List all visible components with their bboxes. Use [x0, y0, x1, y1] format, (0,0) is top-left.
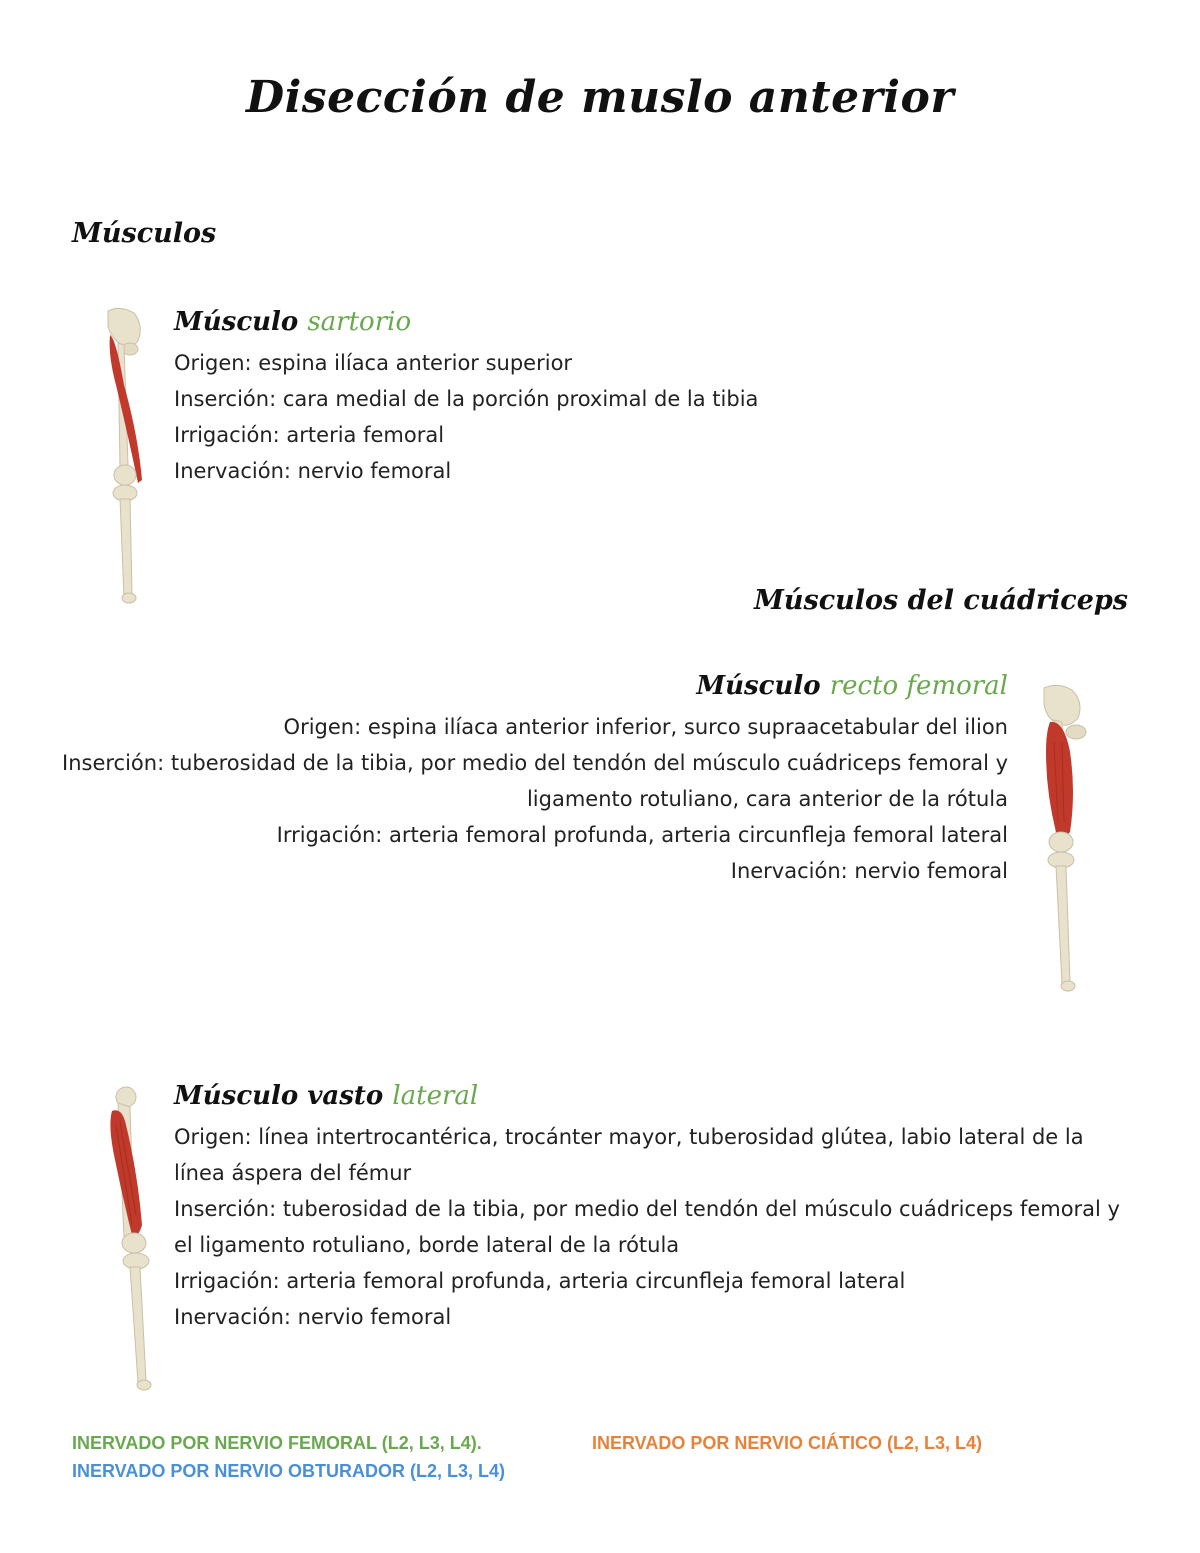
- legend-obturador: INERVADO POR NERVIO OBTURADOR (L2, L3, L4): [72, 1461, 506, 1481]
- muscle-card-recto-femoral: [48, 670, 1008, 889]
- page-title: Disección de muslo anterior: [245, 72, 955, 123]
- origin-line: Origen: espina ilíaca anterior superior: [174, 350, 573, 375]
- muscle-card-sartorio: [174, 306, 1074, 489]
- insertion-line-continued: ligamento rotuliano, cara anterior de la rótula: [526, 786, 1008, 811]
- innervation-line: Inervación: nervio femoral: [730, 858, 1008, 883]
- muscle-heading-accent: recto femoral: [829, 671, 1008, 701]
- section-heading-muscles: Músculos: [72, 218, 217, 249]
- muscle-heading-accent: sartorio: [307, 307, 412, 337]
- muscle-heading: [174, 1080, 1154, 1113]
- origin-line: Origen: línea intertrocantérica, trocánter mayor, tuberosidad glútea, labio lateral de la: [174, 1124, 1084, 1149]
- leg-sartorius-illustration: [98, 305, 150, 607]
- muscle-heading-prefix: Músculo: [696, 671, 830, 701]
- insertion-line: Inserción: cara medial de la porción proximal de la tibia: [174, 386, 759, 411]
- leg-rectus-femoris-illustration: [1030, 682, 1094, 998]
- muscle-heading-prefix: Músculo vasto: [174, 1081, 393, 1111]
- innervation-line: Inervación: nervio femoral: [174, 458, 452, 483]
- section-heading-quadriceps: Músculos del cuádriceps: [754, 585, 1128, 616]
- insertion-line: Inserción: tuberosidad de la tibia, por medio del tendón del músculo cuádriceps femoral y: [62, 750, 1008, 775]
- insertion-line-continued: el ligamento rotuliano, borde lateral de la rótula: [174, 1232, 680, 1257]
- insertion-line: Inserción: tuberosidad de la tibia, por medio del tendón del músculo cuádriceps femoral y: [174, 1196, 1120, 1221]
- leg-vastus-lateralis-illustration: [104, 1085, 160, 1397]
- origin-line: Origen: espina ilíaca anterior inferior, surco supraacetabular del ilion: [283, 714, 1008, 739]
- irrigation-line: Irrigación: arteria femoral profunda, arteria circunfleja femoral lateral: [174, 1268, 906, 1293]
- innervation-line: Inervación: nervio femoral: [174, 1304, 452, 1329]
- muscle-heading: [48, 670, 1008, 703]
- muscle-heading: [174, 306, 1074, 339]
- legend-ciatico: INERVADO POR NERVIO CIÁTICO (L2, L3, L4): [592, 1433, 983, 1453]
- muscle-heading-accent: lateral: [392, 1081, 479, 1111]
- origin-line-continued: línea áspera del fémur: [174, 1160, 412, 1185]
- irrigation-line: Irrigación: arteria femoral profunda, arteria circunfleja femoral lateral: [276, 822, 1008, 847]
- legend-femoral: INERVADO POR NERVIO FEMORAL (L2, L3, L4).: [72, 1433, 482, 1453]
- muscle-heading-prefix: Músculo: [174, 307, 308, 337]
- muscle-card-vasto-lateral: [174, 1080, 1154, 1335]
- irrigation-line: Irrigación: arteria femoral: [174, 422, 445, 447]
